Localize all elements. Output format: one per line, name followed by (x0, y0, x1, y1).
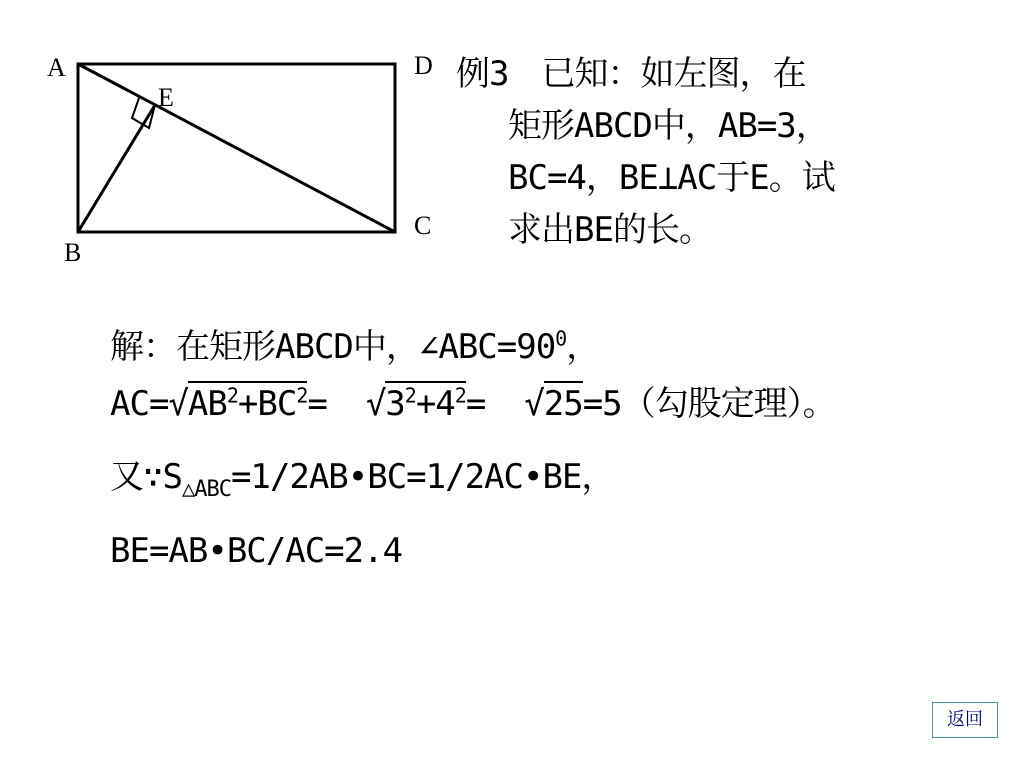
exponent-four: 2 (454, 383, 466, 408)
ac-label: AC= (110, 384, 169, 424)
area-prefix: 又∵S (110, 457, 182, 497)
term-three: 3 (385, 384, 405, 424)
vertex-label-c: C (414, 211, 432, 240)
solution-line-1-comma: ， (566, 327, 600, 367)
sqrt-sign-icon: √ (365, 384, 386, 424)
area-equation: =1/2AB•BC=1/2AC•BE， (230, 457, 615, 497)
term-four: +4 (415, 384, 455, 424)
exponent-ab: 2 (226, 383, 238, 408)
degree-superscript: 0 (555, 326, 567, 351)
result-pythagorean: =5（勾股定理）。 (582, 384, 836, 424)
vertex-label-d: D (414, 51, 433, 80)
vertex-label-a: A (47, 53, 66, 82)
diagonal-ac (78, 64, 395, 232)
vertex-label-b: B (64, 238, 82, 267)
sqrt-ab-bc (168, 376, 307, 432)
solution-block (110, 318, 940, 580)
solution-line-4 (110, 522, 940, 580)
exponent-bc: 2 (296, 383, 308, 408)
problem-line-3: BC=4，BE⊥AC于E。试 (508, 158, 835, 198)
solution-line-1-text: 解：在矩形ABCD中，∠ABC=90 (110, 327, 556, 367)
sqrt-sign-icon: √ (168, 384, 188, 424)
solution-line-2 (110, 376, 940, 432)
problem-line-1: 例3 已知：如左图，在 (456, 54, 806, 94)
solution-line-1 (110, 318, 940, 376)
radicand-ab-bc (188, 381, 307, 423)
rectangle-figure (0, 0, 460, 280)
equals-1: = (307, 384, 327, 424)
solution-line-3 (110, 432, 940, 522)
term-ab: AB (187, 384, 227, 424)
problem-line-4: 求出BE的长。 (508, 210, 712, 250)
equals-2: = (465, 384, 486, 424)
radicand-25: 25 (544, 381, 583, 423)
sqrt-sign-icon: √ (524, 384, 544, 424)
problem-line-2: 矩形ABCD中，AB=3， (508, 106, 829, 146)
radicand-3-4 (385, 381, 466, 423)
exponent-three: 2 (404, 383, 416, 408)
back-button[interactable]: 返回 (932, 702, 998, 738)
sqrt-25 (524, 376, 582, 432)
term-bc: +BC (237, 384, 297, 424)
sqrt-3-4 (366, 376, 466, 432)
point-label-e: E (158, 83, 174, 112)
be-result: BE=AB•BC/AC=2.4 (110, 531, 403, 571)
triangle-subscript: △ABC (181, 476, 231, 502)
problem-statement (456, 48, 926, 256)
